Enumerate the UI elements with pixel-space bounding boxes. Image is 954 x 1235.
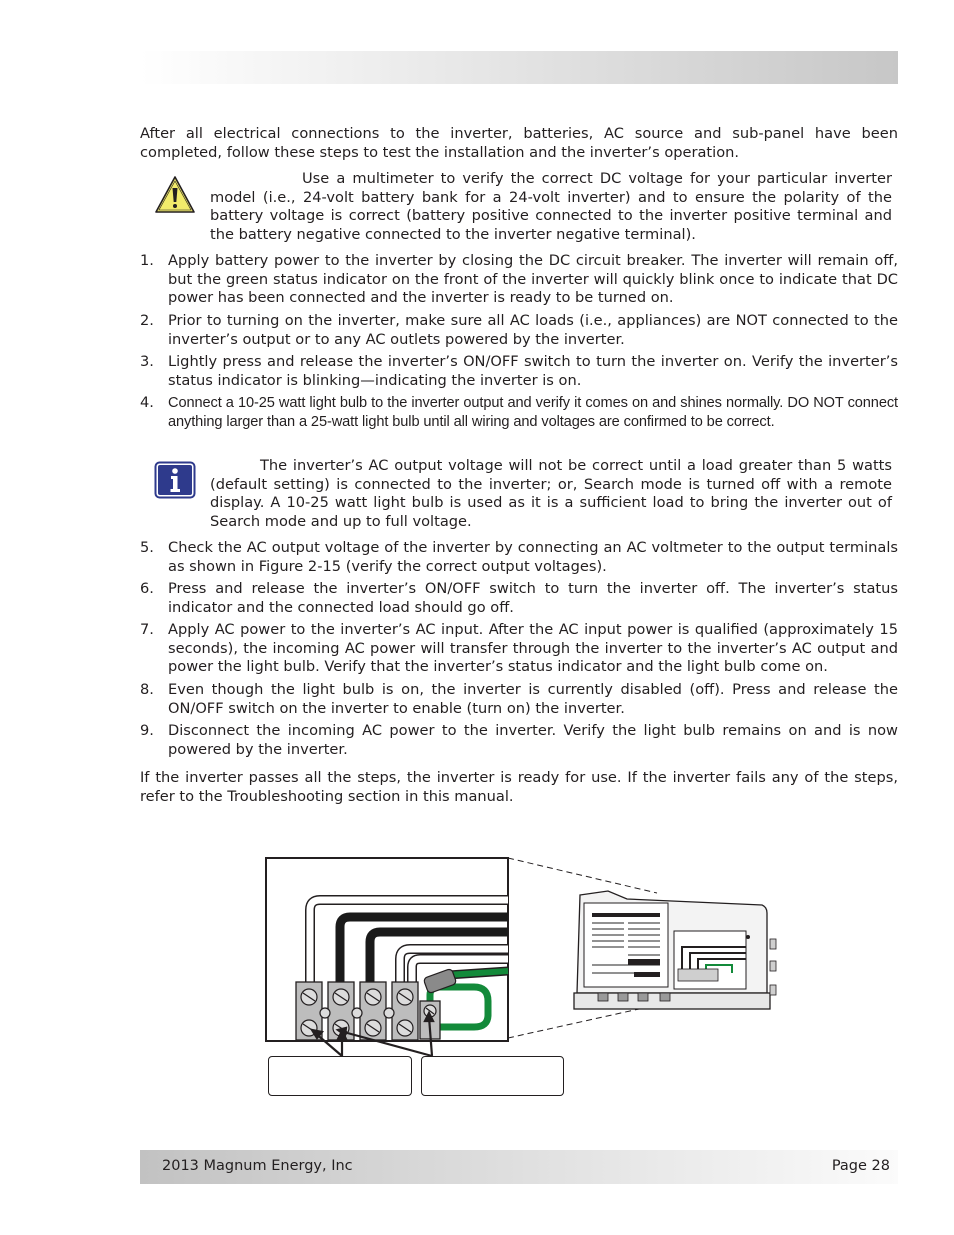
step-number: 2. (140, 312, 154, 329)
page-number: Page 28 (831, 1158, 890, 1174)
warning-text: Use a multimeter to verify the correct DC voltage for your particular inverter model (i.e., 24-volt battery bank for a 24-volt inverter) and to ensure the polarity of the battery voltage is correct (battery positive connected to the inverter positive terminal and the battery negative connected to the inverter negative terminal). (210, 170, 892, 243)
step-text: Prior to turning on the inverter, make sure all AC loads (i.e., appliances) are NOT connected to the inverter’s output or to any AC outlets powered by the inverter. (168, 312, 898, 348)
callout-label-box (421, 1056, 564, 1096)
step-text: Press and release the inverter’s ON/OFF switch to turn the inverter off. The inverter’s status indicator and the connected load should go off. (168, 580, 898, 616)
info-callout (140, 457, 898, 533)
step-text: Check the AC output voltage of the inverter by connecting an AC voltmeter to the output terminals as shown in Figure 2-15 (verify the correct output voltages). (168, 539, 898, 575)
info-icon (154, 461, 196, 499)
inverter-illustration (574, 891, 776, 1009)
step-number: 5. (140, 539, 154, 556)
info-text: The inverter’s AC output voltage will not be correct until a load greater than 5 watts (default setting) is connected to the inverter; or, Search mode is turned off with a remote display. A 10-25 watt light bulb is used as it is a sufficient load to bring the inverter out of Search mode and up to full voltage. (210, 457, 892, 530)
step-text: Lightly press and release the inverter’s ON/OFF switch to turn the inverter on. Verify the inverter’s status indicator is blinking—indicating the inverter is on. (168, 353, 898, 389)
intro-paragraph: After all electrical connections to the inverter, batteries, AC source and sub-panel have been completed, follow these steps to test the installation and the inverter’s operation. (140, 125, 898, 161)
step-number: 9. (140, 722, 154, 739)
closing-paragraph: If the inverter passes all the steps, the inverter is ready for use. If the inverter fails any of the steps, refer to the Troubleshooting section in this manual. (140, 769, 898, 805)
step-text: Even though the light bulb is on, the inverter is currently disabled (off). Press and release the ON/OFF switch on the inverter to enable (turn on) the inverter. (168, 681, 898, 717)
step-number: 6. (140, 580, 154, 597)
step-text: Disconnect the incoming AC power to the inverter. Verify the light bulb remains on and is now powered by the inverter. (168, 722, 898, 758)
callout-label-box (268, 1056, 412, 1096)
header-bar (140, 51, 898, 84)
step-number: 8. (140, 681, 154, 698)
footer-copyright: 2013 Magnum Energy, Inc (162, 1158, 353, 1174)
warning-callout (140, 170, 898, 246)
step-text: Apply battery power to the inverter by closing the DC circuit breaker. The inverter will remain off, but the green status indicator on the front of the inverter will quickly blink once to indicate that DC power has been connected and the inverter is ready to be turned on. (168, 252, 898, 307)
warning-triangle-icon (153, 174, 197, 216)
step-text: Connect a 10-25 watt light bulb to the inverter output and verify it comes on and shines normally. DO NOT connect anything larger than a 25-watt light bulb until all wiring and voltages are confirmed to be correct. (168, 395, 898, 430)
step-number: 1. (140, 252, 154, 269)
step-number: 7. (140, 621, 154, 638)
terminal-closeup (266, 858, 508, 1056)
footer-bar (140, 1150, 898, 1184)
step-number: 3. (140, 353, 154, 370)
step-text: Apply AC power to the inverter’s AC input. After the AC input power is qualified (approximately 15 seconds), the incoming AC power will transfer through the inverter to the inverter’s AC output and power the light bulb. Verify that the inverter’s status indicator and the light bulb come on. (168, 621, 898, 676)
step-number: 4. (140, 394, 154, 411)
